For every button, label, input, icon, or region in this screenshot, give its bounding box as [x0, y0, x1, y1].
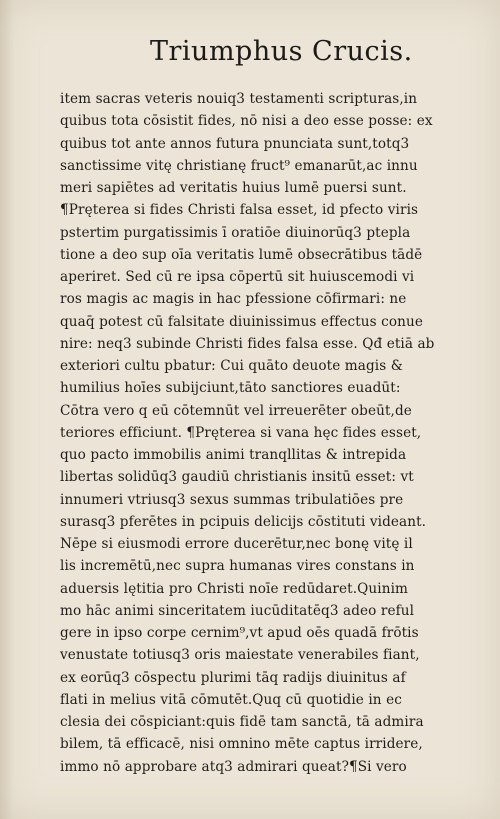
text-line: ros magis ac magis in hac pfessione cōfirmari: ne — [60, 291, 407, 308]
text-line: exteriori cultu pbatur: Cui quāto deuote magis & — [60, 358, 403, 374]
text-line: lis incremētū,nec supra humanas vires constans in — [60, 558, 415, 575]
text-line: clesia dei cōspiciant:quis fidē tam sanctā, tā admira — [60, 714, 424, 730]
text-line: sanctissime vitę christianę fruct⁹ emanarūt,ac innu — [60, 157, 418, 174]
text-line: quibus tot ante annos futura pnunciata sunt,totq3 — [60, 135, 410, 152]
text-line: quaq̄ potest cū falsitate diuinissimus effectus conue — [60, 313, 423, 330]
text-line: nire: neq3 subinde Christi fides falsa esse. Qđ etiā ab — [60, 335, 435, 352]
text-line: venustate totiusq3 oris maiestate venerabiles fiant, — [60, 647, 420, 664]
text-line: meri sapiētes ad veritatis huius lumē puersi sunt. — [60, 180, 407, 196]
text-line: innumeri vtriusq3 sexus summas tribulatiōes pre — [60, 491, 404, 508]
running-head: Triumphus Crucis. — [150, 36, 413, 67]
text-line: immo nō approbare atq3 admirari queat?¶Si vero — [60, 758, 407, 775]
text-line: gere in ipso corpe cernim⁹,vt apud oēs quadā frōtis — [60, 625, 419, 641]
page-gutter-shadow — [0, 0, 14, 819]
text-line: quo pacto immobilis animi tranqllitas & intrepida — [60, 447, 407, 463]
text-line: pstertim purgatissimis ī oratiōe diuinorūq3 ptepla — [60, 224, 411, 241]
text-line: libertas solidūq3 gaudiū christianis insitū esset: vt — [60, 469, 414, 486]
text-line: item sacras veteris nouiq3 testamenti scripturas,in — [60, 91, 418, 107]
text-line: Cōtra vero q eū cōtemnūt vel irreuerēter obeūt,de — [60, 402, 412, 419]
text-line: flati in melius vitā cōmutēt.Quq cū quotidie in ec — [60, 691, 402, 708]
text-line: humilius hoīes subijciunt,tāto sanctiores euadūt: — [60, 380, 401, 397]
text-line: aperiret. Sed cū re ipsa cōpertū sit huiuscemodi vi — [60, 269, 415, 285]
text-line: aduersis lętitia pro Christi noīe redūdaret.Quinim — [60, 580, 409, 597]
text-line: mo hāc animi sinceritatem iucūditatēq3 adeo reful — [60, 602, 415, 619]
text-line: quibus tota cōsistit fides, nō nisi a deo esse posse: ex — [60, 113, 433, 130]
text-line: ex eorūq3 cōspectu plurimi tāq radijs diuinitus af — [60, 669, 406, 686]
text-line: tione a deo sup oīa veritatis lumē obsecrātibus tādē — [60, 246, 423, 263]
text-line: Nēpe si eiusmodi errore ducerētur,nec bonę vitę il — [60, 536, 413, 552]
text-line: ¶Pręterea si fides Christi falsa esset, id pfecto viris — [60, 202, 419, 219]
text-line: surasq3 pferētes in pcipuis delicijs cōstituti videant. — [60, 513, 427, 530]
text-line: bilem, tā efficacē, nisi omnino mēte captus irridere, — [60, 736, 423, 753]
text-line: teriores efficiunt. ¶Pręterea si vana hęc fides esset, — [60, 424, 422, 441]
body-text — [60, 88, 480, 778]
